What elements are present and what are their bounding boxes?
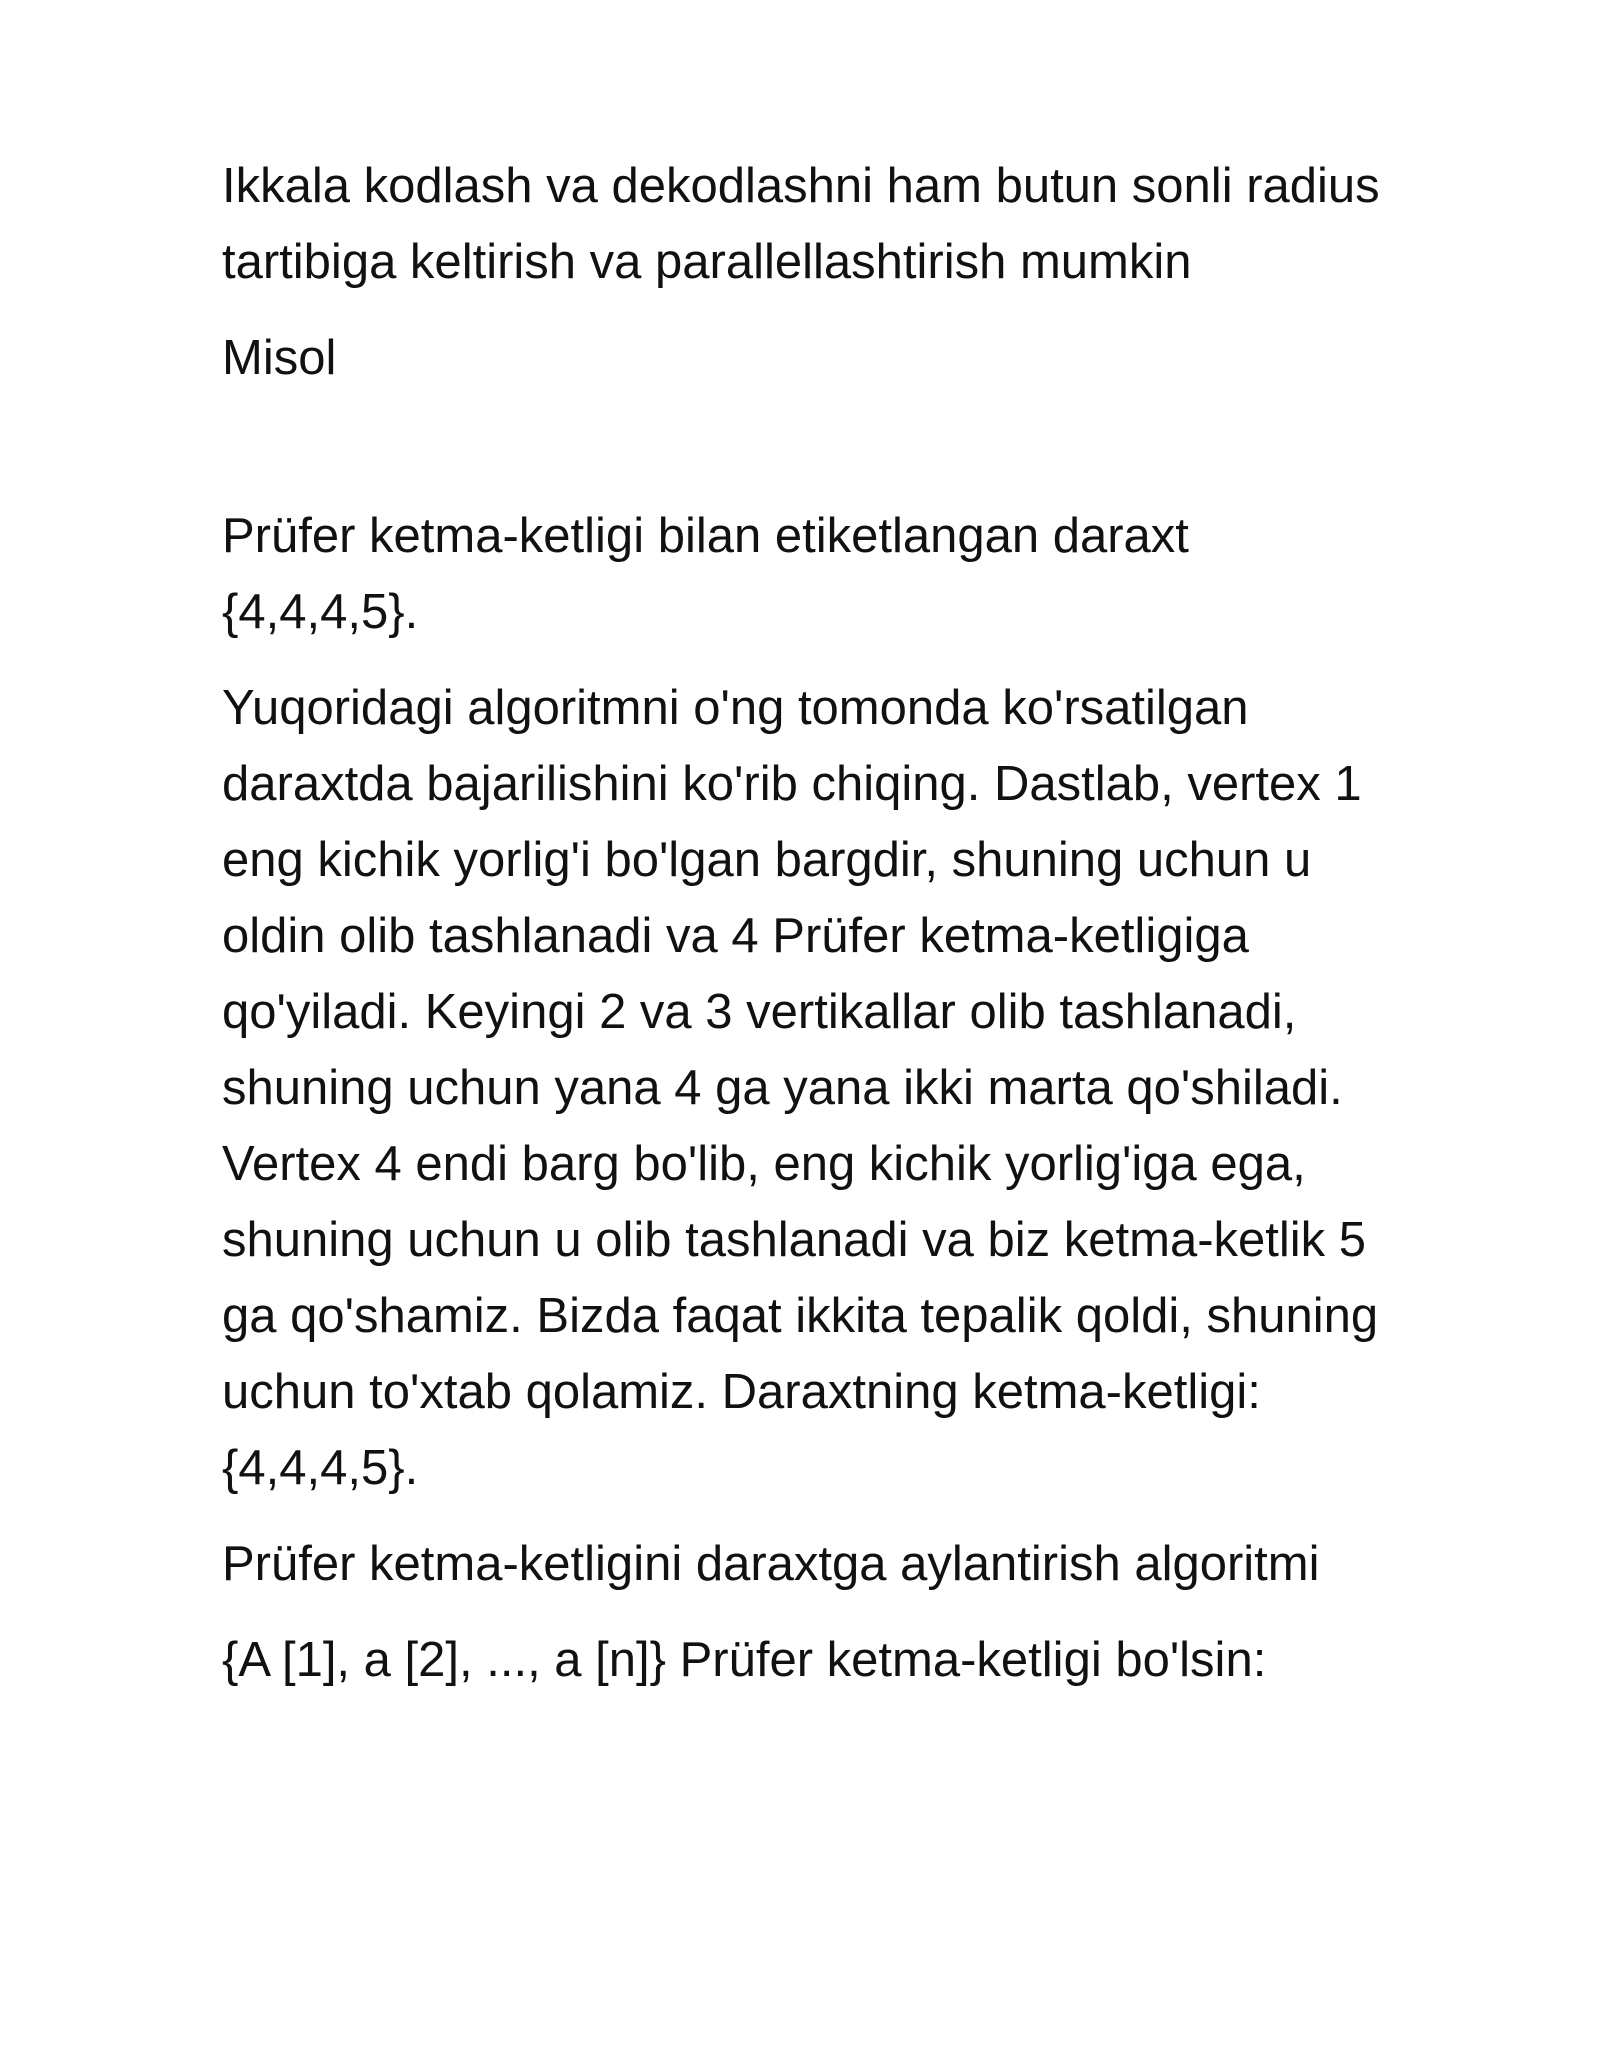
text-line: ga qo'shamiz. Bizda faqat ikkita tepalik qoldi, shuning (222, 1289, 1379, 1343)
paragraph-labeled-tree (222, 498, 1482, 650)
heading-conversion-algorithm (222, 1526, 1482, 1602)
paragraph-algorithm-walkthrough (222, 670, 1482, 1506)
text-line: daraxtda bajarilishini ko'rib chiqing. Dastlab, vertex 1 (222, 757, 1362, 811)
text-line: shuning uchun yana 4 ga yana ikki marta qo'shiladi. (222, 1061, 1343, 1115)
text-line: uchun to'xtab qolamiz. Daraxtning ketma-ketligi: (222, 1365, 1261, 1419)
heading-misol (222, 320, 1482, 396)
text-line: eng kichik yorlig'i bo'lgan bargdir, shuning uchun u (222, 833, 1312, 887)
text-line: Misol (222, 331, 337, 385)
document-body (222, 148, 1482, 1718)
text-line: Ikkala kodlash va dekodlashni ham butun sonli radius (222, 159, 1380, 213)
paragraph-sequence-definition (222, 1622, 1482, 1698)
text-line: tartibiga keltirish va parallellashtirish mumkin (222, 235, 1192, 289)
text-line: Yuqoridagi algoritmni o'ng tomonda ko'rsatilgan (222, 681, 1249, 735)
text-line: qo'yiladi. Keyingi 2 va 3 vertikallar olib tashlanadi, (222, 985, 1297, 1039)
text-line: Prüfer ketma-ketligini daraxtga aylantirish algoritmi (222, 1537, 1320, 1591)
text-line: oldin olib tashlanadi va 4 Prüfer ketma-ketligiga (222, 909, 1249, 963)
text-line: {4,4,4,5}. (222, 585, 419, 639)
paragraph-intro (222, 148, 1482, 300)
text-line: {4,4,4,5}. (222, 1441, 419, 1495)
text-line: Prüfer ketma-ketligi bilan etiketlangan daraxt (222, 509, 1189, 563)
text-line: {A [1], a [2], ..., a [n]} Prüfer ketma-ketligi bo'lsin: (222, 1633, 1267, 1687)
text-line: shuning uchun u olib tashlanadi va biz ketma-ketlik 5 (222, 1213, 1367, 1267)
text-line: Vertex 4 endi barg bo'lib, eng kichik yorlig'iga ega, (222, 1137, 1306, 1191)
